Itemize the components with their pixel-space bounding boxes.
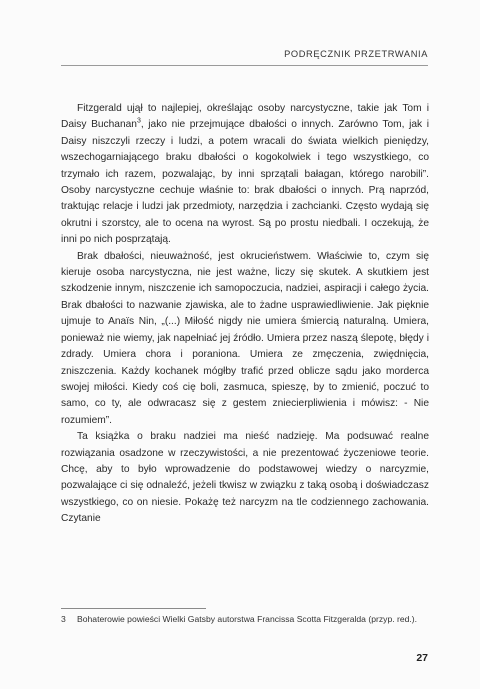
footnote-reference: 3	[136, 118, 141, 126]
body-text	[61, 101, 429, 528]
footnote-rule	[61, 608, 206, 609]
paragraph-1	[61, 101, 429, 249]
paragraph-1-start: Fitzgerald ujął to najlepiej, określając osoby narcystyczne, takie jak Tom i Daisy Buchanan	[61, 103, 429, 131]
header-rule	[61, 65, 428, 66]
running-header: PODRĘCZNIK PRZETRWANIA	[284, 49, 428, 59]
paragraph-3: Ta książka o braku nadziei ma nieść nadzieję. Ma podsuwać realne rozwiązania osadzone w rzeczywistości, a nie prezentować życzeniowe teorie. Chcę, aby to było wprowadzenie do podstawowej wiedzy o narcyzmie, pozwalające ci się odnaleźć, jeżeli tkwisz w związku z taką osobą i doświadczasz wszystkiego, co on niesie. Pokażę też narcyzm na tle codziennego zachowania. Czytanie	[61, 431, 429, 525]
paragraph-1-rest: , jako nie przejmujące dbałości o innych. Zarówno Tom, jak i Daisy niszczyli rzeczy i ludzi, a potem wracali do świata wielkich pieniędzy, wszechogarniającego braku dbałości o kogokolwiek i tego wszystkiego, co trzymało ich razem, pozwalając, by inni sprzątali bałagan, którego narobili”. Osoby narcystyczne cechuje właśnie to: brak dbałości o innych. Prą naprzód, traktując relacje i ludzi jak przedmioty, narzędzia i zachcianki. Często wydają się okrutni i szorstcy, ale to ocena na wyrost. Są po prostu niedbali. I oczekują, że inni po nich posprzątają.	[61, 119, 429, 246]
page-number: 27	[416, 652, 428, 664]
footnote	[61, 613, 429, 626]
footnote-number: 3	[61, 614, 66, 624]
footnote-text: Bohaterowie powieści Wielki Gatsby autorstwa Francissa Scotta Fitzgeralda (przyp. red.).	[77, 614, 418, 624]
paragraph-2: Brak dbałości, nieuważność, jest okrucieństwem. Właściwie to, czym się kieruje osoba narcystyczna, nie jest ważne, liczy się skutek. A skutkiem jest szkodzenie innym, niszczenie ich samopoczucia, nadziei, aspiracji i całego życia. Brak dbałości to nazwanie zjawiska, ale to żadne usprawiedliwienie. Jak pięknie ujmuje to Anaïs Nin, „(...) Miłość nigdy nie umiera śmiercią naturalną. Umiera, ponieważ nie wiemy, jak napełniać jej źródło. Umiera przez naszą ślepotę, błędy i zdrady. Umiera chora i poraniona. Umiera ze zmęczenia, zwiędnięcia, zniszczenia. Każdy kochanek mógłby trafić przed oblicze sądu jako morderca swojej miłości. Kiedy coś cię boli, zasmuca, spieszę, by to zmienić, poczuć to samo, co ty, ale odwracasz się z gestem zniecierpliwienia i mówisz: - Nie rozumiem”.	[61, 250, 429, 426]
